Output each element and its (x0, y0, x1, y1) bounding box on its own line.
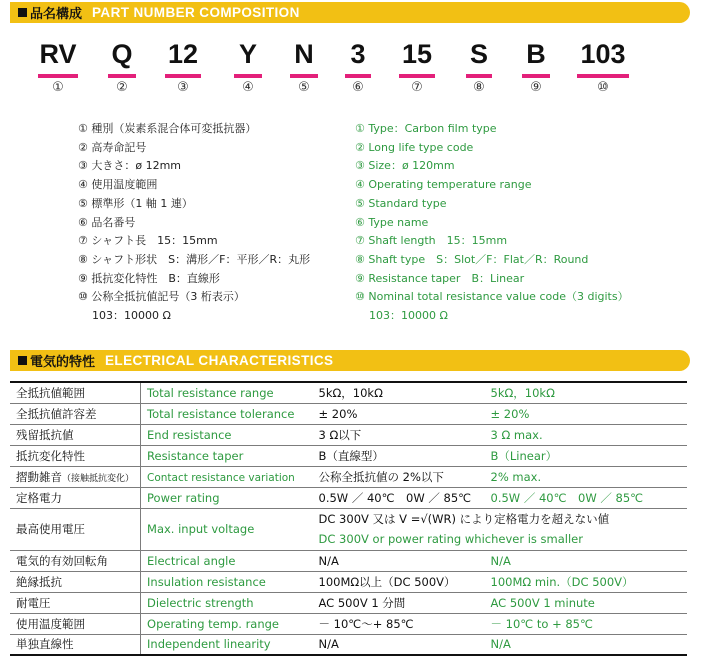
section-title-jp: 電気的特性 (30, 355, 96, 370)
legend-item: ⑧ Shaft type S：Slot／F：Flat／R：Round (355, 252, 589, 266)
section-header-part-number (10, 2, 690, 23)
cell-jp-main: 摺動雑音 (16, 469, 62, 484)
cell-en: Resistance taper (141, 445, 313, 466)
legend-list-en (355, 120, 629, 326)
cell-en: Max. input voltage (141, 508, 313, 550)
cell-jp: 残留抵抗値 (10, 424, 141, 445)
code-number: ⑤ (298, 80, 310, 95)
code-segment: Q (108, 38, 136, 78)
cell-en: Dielectric strength (141, 592, 313, 613)
cell-value-jp: 100MΩ以上（DC 500V） (313, 571, 485, 592)
table-row (10, 445, 687, 466)
cell-value-jp: DC 300V 又は V =√(WR) により定格電力を超えない値 (318, 512, 610, 526)
cell-jp: 耐電圧 (10, 592, 141, 613)
legend-item: ⑨ 抵抗変化特性 B：直線形 (78, 271, 220, 285)
cell-en: Insulation resistance (141, 571, 313, 592)
legend-item: ③ Size：ø 120mm (355, 159, 455, 173)
cell-value-en: N/A (485, 634, 687, 655)
cell-en: Total resistance tolerance (141, 403, 313, 424)
code-number: ⑩ (597, 80, 609, 95)
code-number: ⑨ (530, 80, 542, 95)
cell-jp-note: （接触抵抗変化） (62, 473, 135, 484)
cell-value-jp: ± 20% (313, 403, 485, 424)
legend-item: ⑧ シャフト形状 S：溝形／F：平形／R：丸形 (78, 252, 311, 266)
cell-value-jp: N/A (313, 634, 485, 655)
code-number: ④ (242, 80, 254, 95)
cell-jp: 全抵抗値範囲 (10, 382, 141, 403)
table-row (10, 550, 687, 571)
cell-value-jp: － 10℃～+ 85℃ (313, 613, 485, 634)
cell-jp: 電気的有効回転角 (10, 550, 141, 571)
cell-value-en: 2% max. (485, 466, 687, 487)
section-title-jp: 品名構成 (30, 7, 83, 22)
code-segment: 103 (577, 38, 629, 78)
code-number: ⑧ (473, 80, 485, 95)
table-row (10, 382, 687, 403)
cell-en: Electrical angle (141, 550, 313, 571)
section-header-electrical (10, 350, 690, 371)
cell-value-en: AC 500V 1 minute (485, 592, 687, 613)
table-row (10, 508, 687, 550)
cell-en: Total resistance range (141, 382, 313, 403)
cell-value-en: DC 300V or power rating whichever is smaller (318, 532, 583, 546)
legend-item: ⑤ 標準形（1 軸 1 連） (78, 196, 193, 210)
square-bullet-icon (18, 8, 27, 17)
legend-item: ⑦ Shaft length 15：15mm (355, 234, 508, 248)
cell-en: End resistance (141, 424, 313, 445)
cell-jp: 絶縁抵抗 (10, 571, 141, 592)
code-number: ① (52, 80, 64, 95)
cell-value-en: N/A (485, 550, 687, 571)
cell-jp (10, 466, 141, 487)
table-row (10, 403, 687, 424)
cell-en: Power rating (141, 487, 313, 508)
cell-value-jp: N/A (313, 550, 485, 571)
legend-item: ① Type：Carbon film type (355, 122, 497, 135)
section-title-en: ELECTRICAL CHARACTERISTICS (105, 353, 334, 368)
cell-value-jp: 0.5W ／ 40℃ 0W ／ 85℃ (313, 487, 485, 508)
table-row (10, 592, 687, 613)
legend-item: ⑩ Nominal total resistance value code（3 digits） (355, 290, 629, 304)
cell-value-jp: AC 500V 1 分間 (313, 592, 485, 613)
legend-item: ④ 使用温度範囲 (78, 178, 158, 192)
code-segment: Y (234, 38, 262, 78)
table-row (10, 424, 687, 445)
table-row (10, 613, 687, 634)
code-segment: 3 (345, 38, 371, 78)
cell-value-en: 5kΩ，10kΩ (485, 382, 687, 403)
legend-item: ④ Operating temperature range (355, 178, 532, 192)
table-row (10, 571, 687, 592)
cell-value-jp: 公称全抵抗値の 2%以下 (313, 466, 485, 487)
table-row (10, 487, 687, 508)
code-number: ② (116, 80, 128, 95)
cell-jp: 使用温度範囲 (10, 613, 141, 634)
legend-subitem: 103：10000 Ω (369, 309, 448, 323)
square-bullet-icon (18, 356, 27, 365)
legend-item: ⑩ 公称全抵抗値記号（3 桁表示） (78, 290, 245, 304)
electrical-characteristics-table (10, 381, 687, 656)
cell-en (141, 466, 313, 487)
code-number: ③ (177, 80, 189, 95)
section-title-en: PART NUMBER COMPOSITION (92, 5, 300, 20)
cell-value-en: 100MΩ min.（DC 500V） (485, 571, 687, 592)
cell-value-en: 3 Ω max. (485, 424, 687, 445)
cell-jp: 抵抗変化特性 (10, 445, 141, 466)
cell-jp: 定格電力 (10, 487, 141, 508)
cell-jp: 最高使用電圧 (10, 508, 141, 550)
code-segment: RV (38, 38, 78, 78)
cell-value-en: B（Linear） (485, 445, 687, 466)
cell-en: Independent linearity (141, 634, 313, 655)
cell-jp: 単独直線性 (10, 634, 141, 655)
legend-item: ③ 大きさ：ø 12mm (78, 159, 182, 173)
table-row (10, 466, 687, 487)
code-segment: 15 (399, 38, 435, 78)
code-segment: B (522, 38, 550, 78)
legend-item: ② 高寿命記号 (78, 140, 147, 154)
code-segment: N (290, 38, 318, 78)
cell-value-jp: 3 Ω以下 (313, 424, 485, 445)
legend-item: ⑤ Standard type (355, 196, 447, 210)
cell-jp: 全抵抗値許容差 (10, 403, 141, 424)
legend-item: ⑦ シャフト長 15：15mm (78, 234, 218, 248)
legend-item: ⑥ 品名番号 (78, 215, 136, 229)
legend-subitem: 103：10000 Ω (92, 309, 171, 323)
legend-item: ② Long life type code (355, 140, 474, 154)
cell-value-en: 0.5W ／ 40℃ 0W ／ 85℃ (485, 487, 687, 508)
table-row (10, 634, 687, 655)
cell-en: Operating temp. range (141, 613, 313, 634)
legend-item: ⑥ Type name (355, 215, 429, 229)
legend-item: ⑨ Resistance taper B：Linear (355, 271, 525, 285)
cell-value-merged (313, 508, 687, 550)
cell-en-text: Contact resistance variation (147, 471, 295, 484)
cell-value-en: － 10℃ to + 85℃ (485, 613, 687, 634)
code-number: ⑥ (352, 80, 364, 95)
cell-value-en: ± 20% (485, 403, 687, 424)
cell-value-jp: B（直線型） (313, 445, 485, 466)
cell-value-jp: 5kΩ，10kΩ (313, 382, 485, 403)
legend-list-jp (78, 120, 310, 326)
legend-item: ① 種別（炭素系混合体可変抵抗器） (78, 122, 257, 135)
code-segment: S (466, 38, 492, 78)
code-number: ⑦ (411, 80, 423, 95)
code-segment: 12 (165, 38, 201, 78)
